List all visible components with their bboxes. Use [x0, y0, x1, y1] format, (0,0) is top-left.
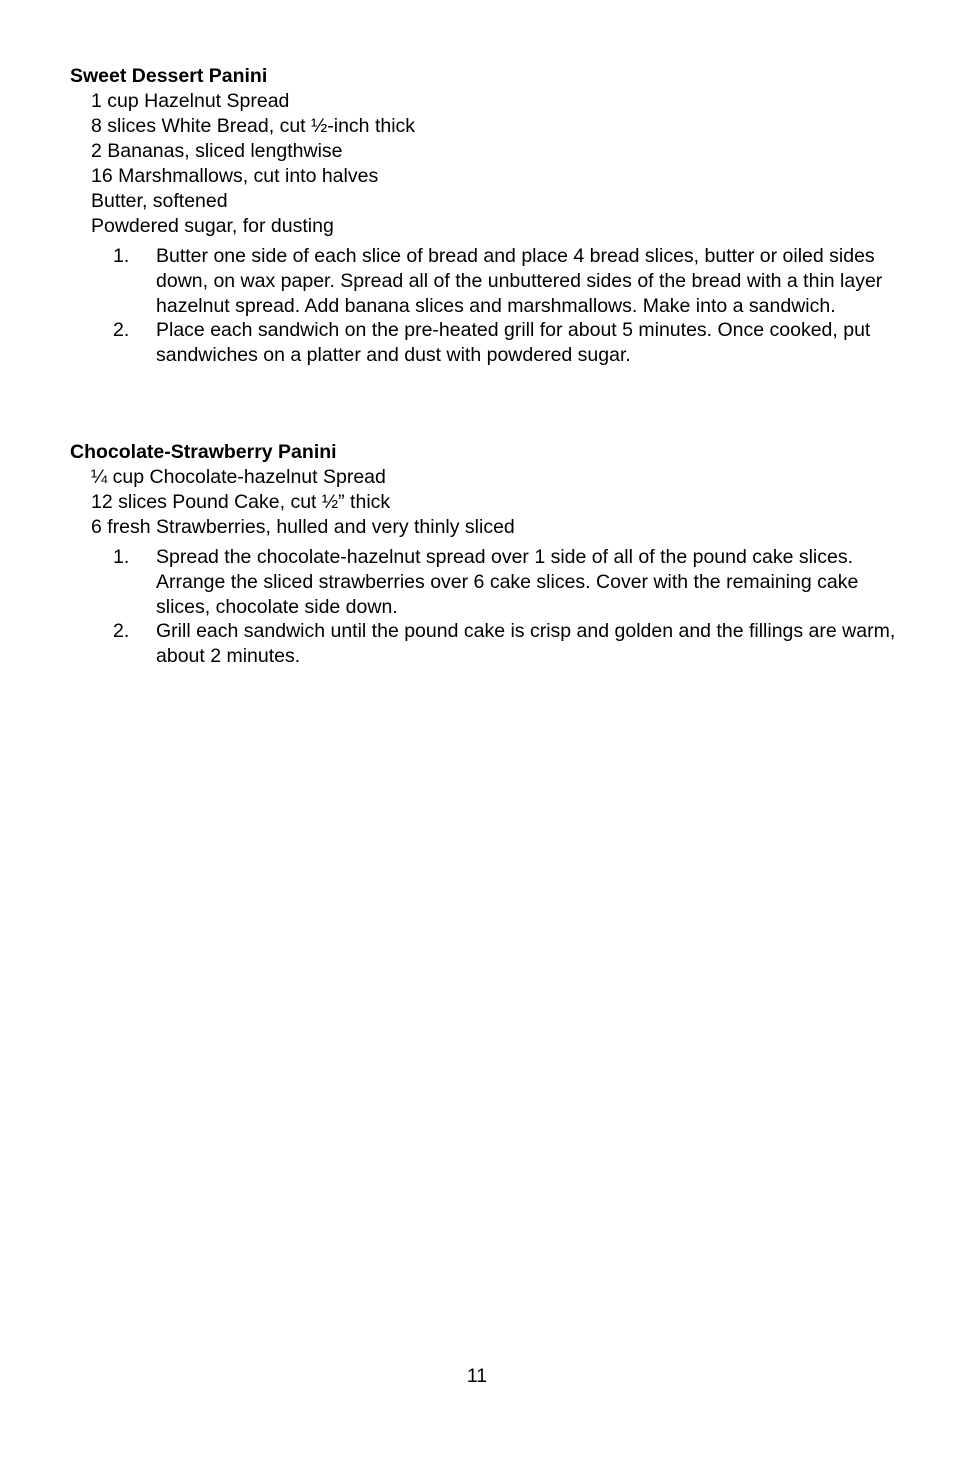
recipe-title: Chocolate-Strawberry Panini [70, 441, 337, 463]
instruction-step [70, 619, 900, 669]
ingredient-item: 6 fresh Strawberries, hulled and very thinly sliced [91, 516, 515, 538]
recipe-sweet-dessert-panini [70, 64, 900, 368]
recipe-chocolate-strawberry-panini [70, 440, 900, 669]
ingredient-list [91, 465, 900, 540]
ingredient-list [91, 89, 900, 239]
recipe-title: Sweet Dessert Panini [70, 65, 268, 87]
step-text: Grill each sandwich until the pound cake is crisp and golden and the fillings are warm, about 2 minutes. [156, 620, 896, 668]
instruction-step [70, 318, 900, 368]
instruction-step [70, 244, 900, 318]
step-text: Spread the chocolate-hazelnut spread over 1 side of all of the pound cake slices. Arrange the sliced strawberries over 6 cake slices. Cover with the remaining cake slices, chocolate side down. [156, 546, 859, 618]
instruction-list [70, 244, 900, 368]
ingredient-item: 16 Marshmallows, cut into halves [91, 165, 379, 187]
ingredient-item: 1 cup Hazelnut Spread [91, 90, 290, 112]
ingredient-item: ¼ cup Chocolate-hazelnut Spread [91, 466, 386, 488]
instruction-step [70, 545, 900, 619]
ingredient-item: 2 Bananas, sliced lengthwise [91, 140, 343, 162]
step-number: 1. [113, 245, 130, 267]
step-number: 2. [113, 620, 130, 643]
ingredient-item: Butter, softened [91, 190, 228, 212]
step-number: 1. [113, 546, 130, 568]
instruction-list [70, 545, 900, 669]
step-text: Butter one side of each slice of bread and place 4 bread slices, butter or oiled sides down, on wax paper. Spread all of the unbuttered sides of the bread with a thin layer hazelnut spread. Add banana slices and marshmallows. Make into a sandwich. [156, 245, 883, 317]
ingredient-item: 8 slices White Bread, cut ½-inch thick [91, 115, 416, 137]
page-number: 11 [466, 1365, 488, 1387]
step-number: 2. [113, 319, 130, 342]
step-text: Place each sandwich on the pre-heated grill for about 5 minutes. Once cooked, put sandwiches on a platter and dust with powdered sugar. [156, 319, 871, 367]
ingredient-item: 12 slices Pound Cake, cut ½” thick [91, 491, 391, 513]
ingredient-item: Powdered sugar, for dusting [91, 215, 334, 237]
